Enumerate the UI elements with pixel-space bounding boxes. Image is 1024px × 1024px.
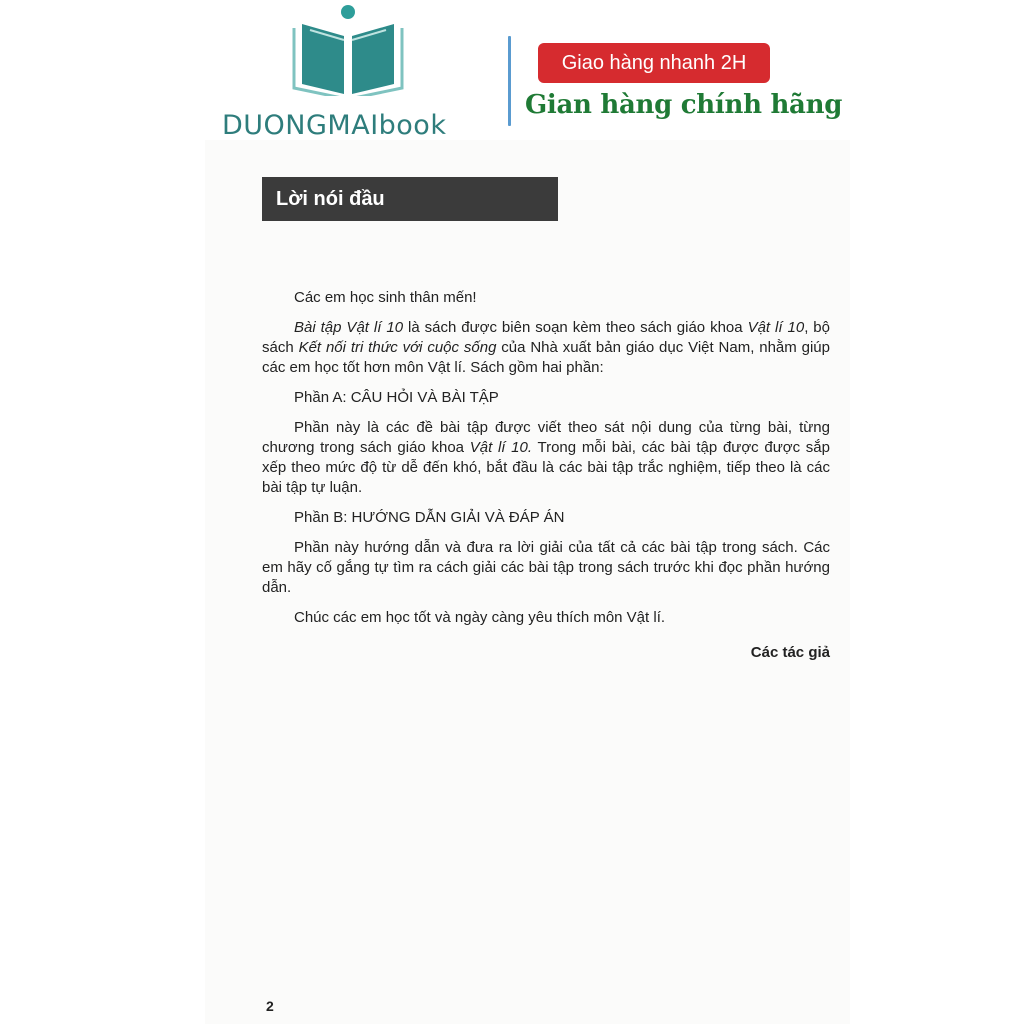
closing-paragraph: Chúc các em học tốt và ngày càng yêu thích môn Vật lí. [294,609,666,626]
intro-text-2: , bộ sách [262,319,830,356]
preface-body [262,288,830,638]
section-heading: Lời nói đầu [262,177,558,221]
textbook-title: Vật lí 10 [747,319,805,336]
part-a-textbook: Vật lí 10. [469,439,533,456]
part-a-title: Phần A: CÂU HỎI VÀ BÀI TẬP [294,389,499,406]
header-divider [508,36,511,126]
book-title: Bài tập Vật lí 10 [294,319,404,336]
official-store-label: Gian hàng chính hãng [525,90,843,120]
part-b-title: Phần B: HƯỚNG DẪN GIẢI VÀ ĐÁP ÁN [294,509,565,526]
intro-text-3: của Nhà xuất bản giáo dục Việt Nam, nhằm giúp các em học tốt hơn môn Vật lí. Sách gồm hai phần: [262,339,830,376]
fast-shipping-badge: Giao hàng nhanh 2H [538,43,770,83]
book-logo-icon [292,4,404,96]
series-title: Kết nối tri thức với cuộc sống [298,339,497,356]
signature: Các tác giả [750,644,830,661]
greeting-paragraph: Các em học sinh thân mến! [294,289,477,306]
part-a-description [262,418,830,498]
brand-logo-text: DUONGMAIbook [222,110,447,141]
part-a-text-2: Trong mỗi bài, các bài tập được được sắp xếp theo mức độ từ dễ đến khó, bắt đầu là các bài tập trắc nghiệm, tiếp theo là các bài tập tự luận. [262,439,830,496]
part-a-text-1: Phần này là các đề bài tập được viết theo sát nội dung của từng bài, từng chương trong sách giáo khoa [262,419,830,456]
part-b-description: Phần này hướng dẫn và đưa ra lời giải của tất cả các bài tập trong sách. Các em hãy cố gắng tự tìm ra cách giải các bài tập trong sách trước khi đọc phần hướng dẫn. [262,539,830,596]
page-number: 2 [266,998,274,1014]
intro-paragraph [262,318,830,378]
intro-text-1: là sách được biên soạn kèm theo sách giáo khoa [403,319,748,336]
